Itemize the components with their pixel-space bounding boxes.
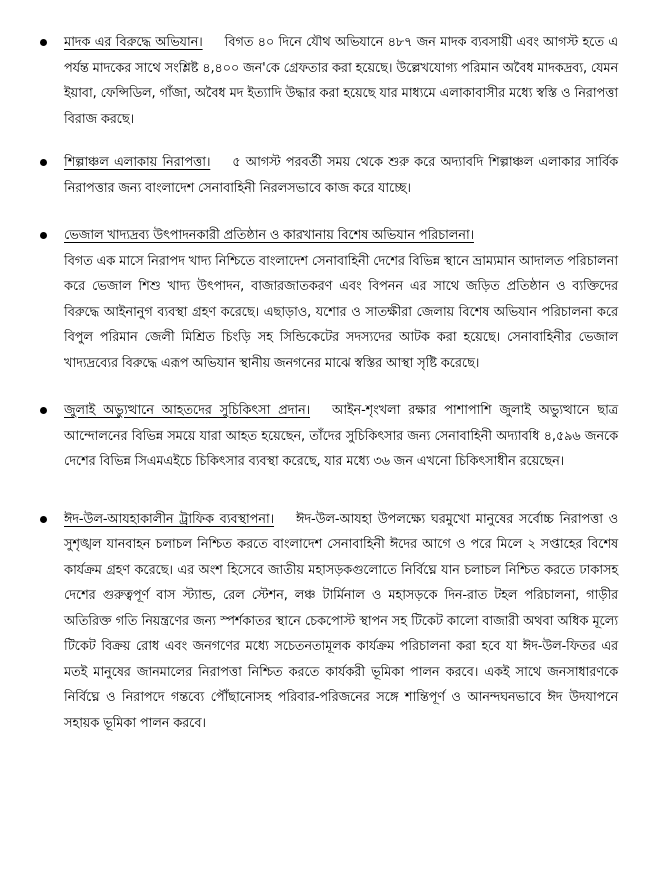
- item-paragraph: [64, 30, 618, 132]
- document-page: [40, 30, 618, 736]
- item-heading: মাদক এর বিরুদ্ধে অভিযান।: [64, 35, 203, 50]
- item-body: ৫ আগস্ট পরবর্তী সময় থেকে শুরু করে অদ্যাবদি শিল্পাঞ্চল এলাকার সার্বিক নিরাপত্তার জন্য বাংলাদেশ সেনাবাহিনী নিরলসভাবে কাজ করে যাচ্ছে।: [64, 155, 618, 196]
- bullet-icon: [40, 159, 47, 166]
- list-item: [40, 507, 618, 737]
- item-body: বিগত ৪০ দিনে যৌথ অভিযানে ৪৮৭ জন মাদক ব্যবসায়ী এবং আগস্ট হতে এ পর্যন্ত মাদকের সাথে সংশ্লিষ্ট ৪,৪০০ জন'কে গ্রেফতার করা হয়েছে। উল্লেখযোগ্য পরিমান অবৈধ মাদকদ্রব্য, যেমন ইয়াবা, ফেন্সিডিল, গাঁজা, অবৈধ মদ ইত্যাদি উদ্ধার করা হয়েছে যার মাধ্যমে এলাকাবাসীর মধ্যে স্বস্তি ও নিরাপত্তা বিরাজ করছে।: [64, 35, 618, 127]
- bullet-icon: [40, 232, 47, 239]
- item-heading: ঈদ-উল-আযহাকালীন ট্রাফিক ব্যবস্থাপনা।: [64, 511, 275, 527]
- item-heading: জুলাই অভ্যুত্থানে আহতদের সুচিকিৎসা প্রদান।: [64, 403, 311, 418]
- item-paragraph: [64, 507, 618, 737]
- list-item: [40, 398, 618, 475]
- item-paragraph: [64, 150, 618, 201]
- list-item: [40, 223, 618, 376]
- item-heading: ভেজাল খাদ্যদ্রব্য উৎপাদনকারী প্রতিষ্ঠান ও কারখানায় বিশেষ অভিযান পরিচালনা।: [64, 228, 474, 243]
- item-paragraph: [64, 398, 618, 475]
- list-item: [40, 30, 618, 132]
- bullet-icon: [40, 39, 47, 46]
- item-body: ঈদ-উল-আযহা উপলক্ষ্যে ঘরমুখো মানুষের সর্বোচ্চ নিরাপত্তা ও সুশৃঙ্খল যানবাহন চলাচল নিশ্চিত করতে বাংলাদেশ সেনাবাহিনী ঈদের আগে ও পরে মিলে ২ সপ্তাহের বিশেষ কার্যক্রম গ্রহণ করেছে। এর অংশ হিসেবে জাতীয় মহাসড়কগুলোতে নির্বিঘ্নে যান চলাচল নিশ্চিত করতে ঢাকাসহ দেশের গুরুত্বপূর্ণ বাস স্ট্যান্ড, রেল স্টেশন, লঞ্চ টার্মিনাল ও মহাসড়কে দিন-রাত টহল পরিচালনা, গাড়ীর অতিরিক্ত গতি নিয়ন্ত্রণের জন্য স্পর্শকাতর স্থানে চেকপোস্ট স্থাপন সহ টিকেট কালো বাজারী অথবা অধিক মূল্যে টিকেট বিক্রয় রোধ এবং জনগণের মধ্যে সচেতনতামূলক কার্যক্রম পরিচালনা করা হবে যা ঈদ-উল-ফিতর এর মতই মানুষের জানমালের নিরাপত্তা নিশ্চিত করতে কার্যকরী ভূমিকা পালন করবে। একই সাথে জনসাধারণকে নির্বিঘ্নে ও নিরাপদে গন্তব্যে পৌঁছানোসহ পরিবার-পরিজনের সঙ্গে শান্তিপূর্ণ ও আনন্দঘনভাবে ঈদ উদযাপনে সহায়ক ভূমিকা পালন করবে।: [64, 511, 619, 731]
- item-body: বিগত এক মাসে নিরাপদ খাদ্য নিশ্চিতে বাংলাদেশ সেনাবাহিনী দেশের বিভিন্ন স্থানে ভ্রাম্যমান আদালত পরিচালনা করে ভেজাল শিশু খাদ্য উৎপাদন, বাজারজাতকরণ এবং বিপনন এর সাথে জড়িত প্রতিষ্ঠান ও ব্যক্তিদের বিরুদ্ধে আইনানুগ ব্যবস্থা গ্রহণ করেছে। এছাড়াও, যশোর ও সাতক্ষীরা জেলায় বিশেষ অভিযান পরিচালনা করে বিপুল পরিমান জেলী মিশ্রিত চিংড়ি সহ সিন্ডিকেটের সদস্যদের আটক করা হয়েছে। সেনাবাহিনীর ভেজাল খাদ্যদ্রব্যের বিরুদ্ধে এরূপ অভিযান স্থানীয় জনগনের মাঝে স্বস্তির আস্থা সৃষ্টি করেছে।: [64, 253, 618, 371]
- item-heading: শিল্পাঞ্চল এলাকায় নিরাপত্তা।: [64, 155, 211, 170]
- bullet-icon: [40, 516, 47, 523]
- list-item: [40, 150, 618, 201]
- item-paragraph: [64, 223, 618, 376]
- bullet-icon: [40, 407, 47, 414]
- item-body: আইন-শৃংখলা রক্ষার পাশাপাশি জুলাই অভ্যুত্থানে ছাত্র আন্দোলনের বিভিন্ন সময়ে যারা আহত হয়েছেন, তাঁদের সুচিকিৎসার জন্য সেনাবাহিনী অদ্যাবধি ৪,৫৯৬ জনকে দেশের বিভিন্ন সিএমএইচে চিকিৎসার ব্যবস্থা করেছে, যার মধ্যে ৩৬ জন এখনো চিকিৎসাধীন রয়েছেন।: [64, 403, 618, 469]
